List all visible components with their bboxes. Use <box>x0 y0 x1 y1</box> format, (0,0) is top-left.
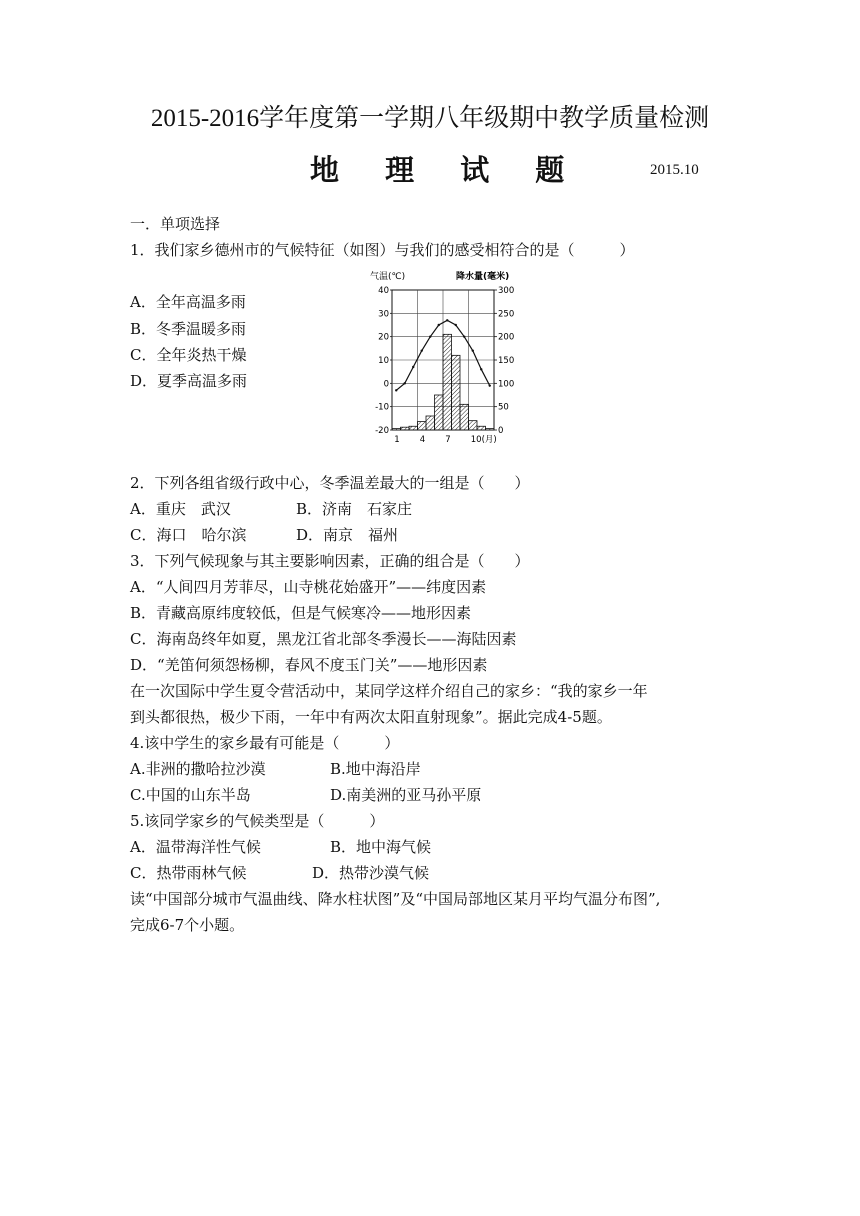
q5-option-b: B．地中海气候 <box>330 838 432 856</box>
q5-stem: 5.该同学家乡的气候类型是（ ） <box>130 812 385 830</box>
passage2-line-2: 完成6-7个小题。 <box>130 916 245 934</box>
q5-option-a: A．温带海洋性气候 <box>130 838 261 856</box>
q2-option-d: D．南京 福州 <box>296 526 399 544</box>
q2-option-b: B．济南 石家庄 <box>296 500 413 518</box>
q3-option-c: C．海南岛终年如夏，黑龙江省北部冬季漫长——海陆因素 <box>130 630 517 648</box>
q2-option-a: A．重庆 武汉 <box>130 500 231 518</box>
left-tick-label: 0 <box>383 379 389 390</box>
temperature-point <box>438 324 440 326</box>
passage-line-1: 在一次国际中学生夏令营活动中，某同学这样介绍自己的家乡：“我的家乡一年 <box>130 682 648 700</box>
temperature-point <box>429 335 431 337</box>
q1-option-b: B．冬季温暖多雨 <box>130 320 247 338</box>
q4-option-a: A.非洲的撒哈拉沙漠 <box>130 760 266 778</box>
passage-line-2: 到头都很热，极少下雨，一年中有两次太阳直射现象”。据此完成4-5题。 <box>130 708 612 726</box>
precip-bar <box>477 426 486 430</box>
precip-bar <box>418 422 427 430</box>
temperature-point <box>455 324 457 326</box>
q1-option-a: A．全年高温多雨 <box>130 293 246 311</box>
left-tick-label: 10 <box>378 356 389 366</box>
q4-option-b: B.地中海沿岸 <box>330 760 421 778</box>
x-tick-label: 1 <box>394 435 400 445</box>
q4-option-c: C.中国的山东半岛 <box>130 786 251 804</box>
passage2-line-1: 读“中国部分城市气温曲线、降水柱状图”及“中国局部地区某月平均气温分布图”, <box>130 890 661 908</box>
temperature-point <box>463 335 465 337</box>
q2-stem: 2．下列各组省级行政中心，冬季温差最大的一组是（ ） <box>130 474 530 492</box>
q5-option-c: C．热带雨林气候 <box>130 864 247 882</box>
temperature-point <box>395 389 397 391</box>
exam-date: 2015.10 <box>650 162 699 178</box>
right-tick-label: 100 <box>498 379 515 390</box>
exam-title: 2015-2016学年度第一学期八年级期中教学质量检测 <box>150 105 710 132</box>
temperature-point <box>472 349 474 351</box>
temperature-point <box>404 382 406 384</box>
left-tick-label: -10 <box>375 402 389 413</box>
q4-option-d: D.南美洲的亚马孙平原 <box>330 786 482 804</box>
q1-option-d: D．夏季高温多雨 <box>130 372 248 390</box>
q3-option-b: B．青藏高原纬度较低，但是气候寒冷——地形因素 <box>130 604 472 622</box>
right-axis-label: 降水量(毫米) <box>456 272 510 282</box>
precip-bar <box>426 416 435 430</box>
x-tick-label: 10(月) <box>470 435 497 445</box>
right-tick-label: 50 <box>498 402 509 413</box>
left-tick-label: 20 <box>378 332 389 343</box>
right-tick-label: 0 <box>498 426 504 436</box>
temperature-point <box>446 319 448 321</box>
left-tick-label: -20 <box>375 426 389 436</box>
left-tick-label: 40 <box>378 286 389 296</box>
x-tick-label: 4 <box>419 435 426 445</box>
climate-chart <box>358 268 530 450</box>
temperature-point <box>489 384 491 386</box>
precip-bar <box>392 429 401 430</box>
q1-option-c: C．全年炎热干燥 <box>130 346 247 364</box>
precip-bar <box>401 427 410 430</box>
precip-bar <box>443 334 452 430</box>
q1-stem: 1．我们家乡德州市的气候特征（如图）与我们的感受相符合的是（ ） <box>130 241 635 259</box>
precip-bar <box>460 404 469 430</box>
right-tick-label: 300 <box>498 286 515 296</box>
q2-option-c: C．海口 哈尔滨 <box>130 526 247 544</box>
right-tick-label: 150 <box>498 356 515 366</box>
right-tick-label: 250 <box>498 309 515 320</box>
q4-stem: 4.该中学生的家乡最有可能是（ ） <box>130 734 400 752</box>
temperature-point <box>412 366 414 368</box>
left-axis-label: 气温(℃) <box>370 272 406 282</box>
section-heading: 一．单项选择 <box>130 215 221 233</box>
left-tick-label: 30 <box>378 309 389 320</box>
q3-option-a: A．“人间四月芳菲尽，山寺桃花始盛开”——纬度因素 <box>130 578 487 596</box>
precip-bar <box>409 426 418 430</box>
q3-stem: 3．下列气候现象与其主要影响因素，正确的组合是（ ） <box>130 552 530 570</box>
q5-option-d: D．热带沙漠气候 <box>312 864 430 882</box>
precip-bar <box>435 395 444 430</box>
temperature-point <box>480 368 482 370</box>
subject-title: 地 理 试 题 <box>310 153 583 187</box>
q3-option-d: D．“羌笛何须怨杨柳，春风不度玉门关”——地形因素 <box>130 656 488 674</box>
precip-bar <box>486 429 495 430</box>
precip-bars <box>392 334 494 430</box>
x-tick-label: 7 <box>445 435 451 445</box>
precip-bar <box>452 355 461 430</box>
temperature-point <box>421 349 423 351</box>
right-tick-label: 200 <box>498 332 515 343</box>
precip-bar <box>469 421 478 430</box>
